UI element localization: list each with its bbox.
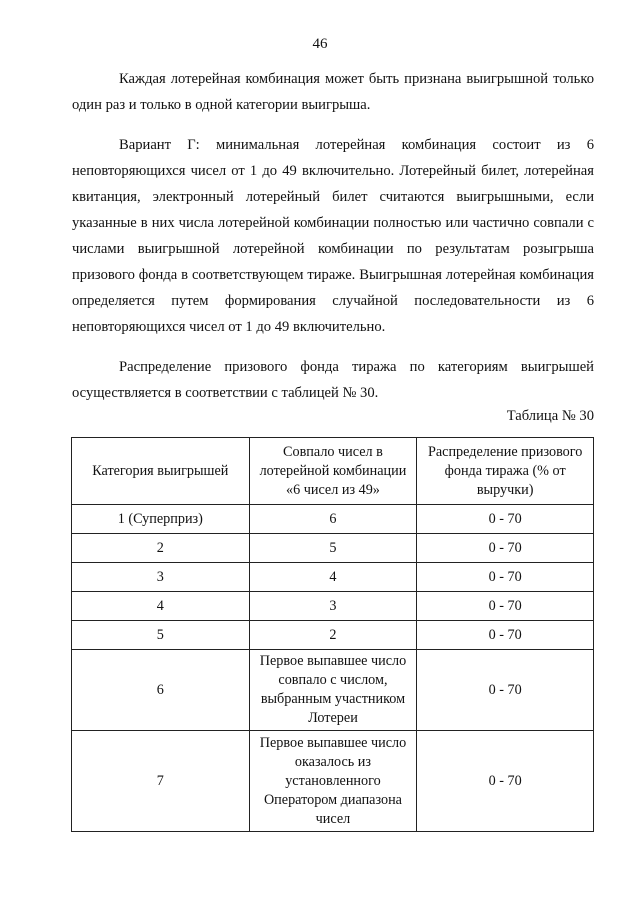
cell-share: 0 - 70 <box>417 650 594 731</box>
paragraph-distribution: Распределение призового фонда тиража по категориям выигрышей осуществляется в соответствии с таблицей № 30. <box>72 359 594 401</box>
cell-matched: 2 <box>249 621 417 650</box>
cell-category: 2 <box>72 534 250 563</box>
table-row <box>72 731 594 832</box>
cell-matched: 5 <box>249 534 417 563</box>
cell-category: 1 (Суперприз) <box>72 505 250 534</box>
cell-matched: 3 <box>249 592 417 621</box>
cell-share: 0 - 70 <box>417 731 594 832</box>
cell-category: 4 <box>72 592 250 621</box>
page-number: 46 <box>312 36 328 52</box>
paragraph-winning-once: Каждая лотерейная комбинация может быть признана выигрышной только один раз и только в одной категории выигрыша. <box>72 71 594 113</box>
cell-matched: Первое выпавшее число оказалось из установленного Оператором диапазона чисел <box>249 731 417 832</box>
cell-matched: 6 <box>249 505 417 534</box>
table-row <box>72 621 594 650</box>
paragraph-variant-g: Вариант Г: минимальная лотерейная комбинация состоит из 6 неповторяющихся чисел от 1 до 49 включительно. Лотерейный билет, лотерейная квитанция, электронный лотерейный билет считаются выигрышными, если указанные в них числа лотерейной комбинации полностью или частично совпали с числами выигрышной лотерейной комбинации по результатам розыгрыша призового фонда в соответствующем тираже. Выигрышная лотерейная комбинация определяется путем формирования случайной последовательности из 6 неповторяющихся чисел от 1 до 49 включительно. <box>72 137 594 335</box>
prize-distribution-table <box>71 437 594 832</box>
header-prize-share: Распределение призового фонда тиража (% от выручки) <box>417 438 594 505</box>
table-row <box>72 563 594 592</box>
cell-share: 0 - 70 <box>417 563 594 592</box>
cell-matched: Первое выпавшее число совпало с числом, выбранным участником Лотереи <box>249 650 417 731</box>
table-row <box>72 592 594 621</box>
table-row <box>72 505 594 534</box>
cell-category: 6 <box>72 650 250 731</box>
cell-category: 5 <box>72 621 250 650</box>
header-category: Категория выигрышей <box>72 438 250 505</box>
cell-share: 0 - 70 <box>417 505 594 534</box>
table-row <box>72 650 594 731</box>
cell-share: 0 - 70 <box>417 534 594 563</box>
cell-matched: 4 <box>249 563 417 592</box>
table-row <box>72 534 594 563</box>
table-header-row <box>72 438 594 505</box>
cell-category: 7 <box>72 731 250 832</box>
cell-category: 3 <box>72 563 250 592</box>
cell-share: 0 - 70 <box>417 621 594 650</box>
table-caption: Таблица № 30 <box>506 408 594 424</box>
cell-share: 0 - 70 <box>417 592 594 621</box>
header-matched-numbers: Совпало чисел в лотерейной комбинации «6 чисел из 49» <box>249 438 417 505</box>
body-text <box>72 66 594 420</box>
